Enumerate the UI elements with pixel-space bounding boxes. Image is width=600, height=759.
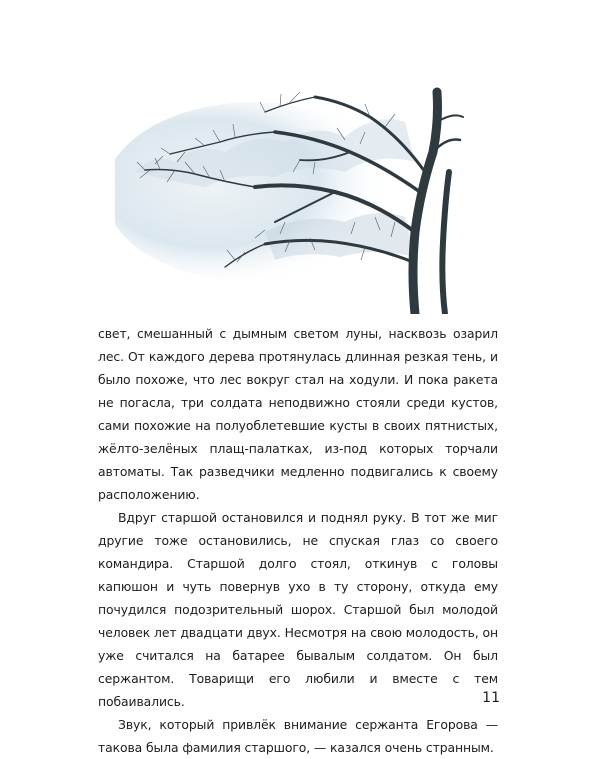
paragraph-2: Вдруг старшой остановился и поднял руку. В тот же миг другие тоже остановились, не спуская глаз со своего командира. Старшой долго стоял, откинув с головы капюшон и чуть повернув ухо в ту сторону, откуда ему почудился подозрительный шорох. Старшой был молодой человек лет двадцати двух. Несмотря на свою молодость, он уже считался на батарее бывалым солдатом. Он был сержантом. Товарищи его любили и вместе с тем побаивались. [98,510,498,709]
page-number: 11 [482,690,500,706]
paragraph-3: Звук, который привлёк внимание сержанта Егорова — такова была фамилия старшого, — казался очень странным. [98,717,498,755]
body-text [98,322,498,759]
tree-illustration [115,82,467,314]
tree-drawing [115,82,467,314]
paragraph-1: свет, смешанный с дымным светом луны, насквозь озарил лес. От каждого дерева протянулась длинная резкая тень, и было похоже, что лес вокруг стал на ходули. И пока ракета не погасла, три солдата неподвижно стояли среди кустов, сами похожие на полуоблетевшие кусты в своих пятнистых, жёлто-зелёных плащ-палатках, из-под которых торчали автоматы. Так разведчики медленно подвигались к своему расположению. [98,326,498,502]
